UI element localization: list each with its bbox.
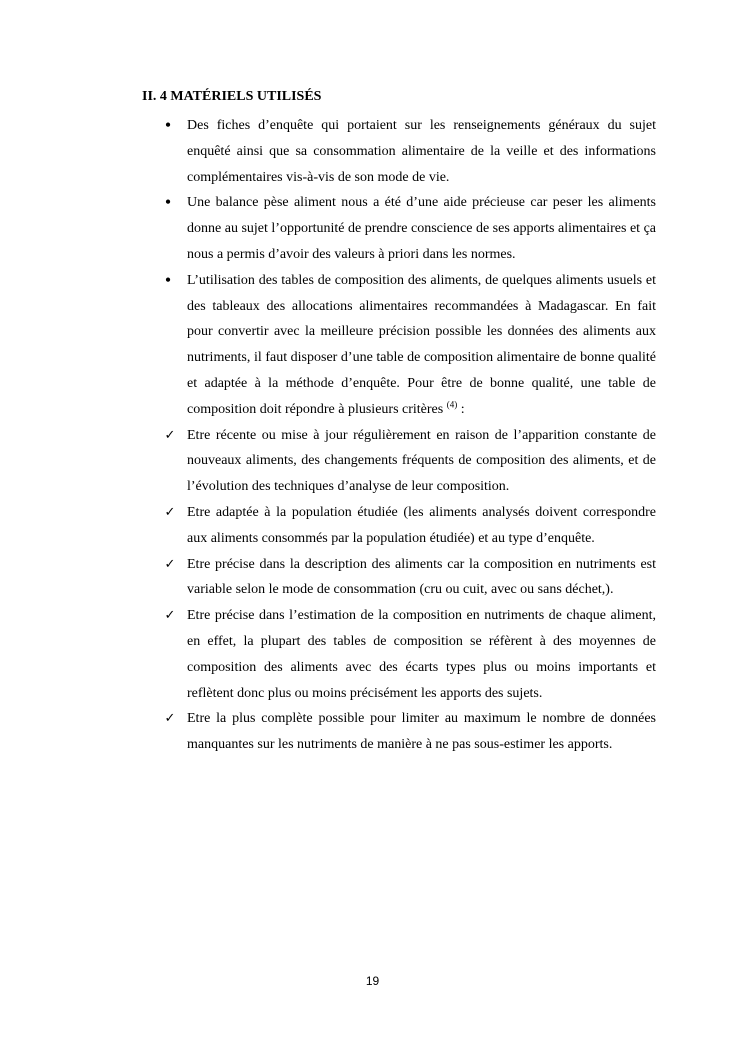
- list-item: [0, 268, 656, 423]
- list-item: [0, 190, 656, 267]
- criteria-item: [0, 423, 656, 500]
- page-number: 19: [365, 974, 380, 988]
- checkmark-icon: ✓: [164, 556, 176, 572]
- criteria-item-text: Etre adaptée à la population étudiée (les aliments analysés doivent correspondre aux aliments consommés par la population étudiée) et au type d’enquête.: [187, 504, 656, 546]
- criteria-item: [0, 552, 656, 604]
- section-content: [0, 113, 745, 758]
- list-item-text: L’utilisation des tables de composition des aliments, de quelques aliments usuels et des tableaux des allocations alimentaires recommandées à Madagascar. En fait pour convertir avec la meilleure précision possible les données des aliments aux nutriments, il faut disposer d’une table de composition alimentaire de bonne qualité et adaptée à la méthode d’enquête. Pour être de bonne qualité, une table de composition doit répondre à plusieurs critères: [187, 272, 656, 417]
- criteria-item-text: Etre précise dans la description des aliments car la composition en nutriments est variable selon le mode de consommation (cru ou cuit, avec ou sans déchet,).: [187, 556, 656, 598]
- bullet-dot-icon: •: [164, 269, 172, 290]
- reference-citation: (4): [446, 399, 458, 410]
- checkmark-icon: ✓: [164, 504, 176, 520]
- criteria-item: [0, 603, 656, 706]
- list-item-text: Des fiches d’enquête qui portaient sur les renseignements généraux du sujet enquêté ainsi que sa consommation alimentaire de la veille et des informations complémentaires vis-à-vis de son mode de vie.: [187, 118, 656, 185]
- bullet-dot-icon: •: [164, 192, 172, 213]
- checkmark-icon: ✓: [164, 711, 176, 727]
- checkmark-icon: ✓: [164, 608, 176, 624]
- list-item-text: Une balance pèse aliment nous a été d’une aide précieuse car peser les aliments donne au sujet l’opportunité de prendre conscience de ses apports alimentaires et ça nous a permis d’avoir des valeurs à priori dans les normes.: [187, 195, 656, 262]
- list-item: [0, 113, 656, 190]
- criteria-item: [0, 706, 656, 758]
- checkmark-icon: ✓: [164, 427, 176, 443]
- criteria-item-text: Etre précise dans l’estimation de la composition en nutriments de chaque aliment, en effet, la plupart des tables de composition se réfèrent à des moyennes de composition des aliments avec des écarts types plus ou moins importants et reflètent donc plus ou moins précisément les apports des sujets.: [187, 608, 656, 701]
- criteria-item: [0, 500, 656, 552]
- bullet-dot-icon: •: [164, 115, 172, 135]
- criteria-item-text: Etre la plus complète possible pour limiter au maximum le nombre de données manquantes sur les nutriments de manière à ne pas sous-estimer les apports.: [187, 711, 656, 753]
- criteria-item-text: Etre récente ou mise à jour régulièrement en raison de l’apparition constante de nouveaux aliments, des changements fréquents de composition des aliments, et de l’évolution des techniques d’analyse de leur composition.: [187, 427, 656, 495]
- list-item-suffix: :: [457, 401, 465, 417]
- section-heading: II. 4 MATÉRIELS UTILISÉS: [142, 89, 322, 104]
